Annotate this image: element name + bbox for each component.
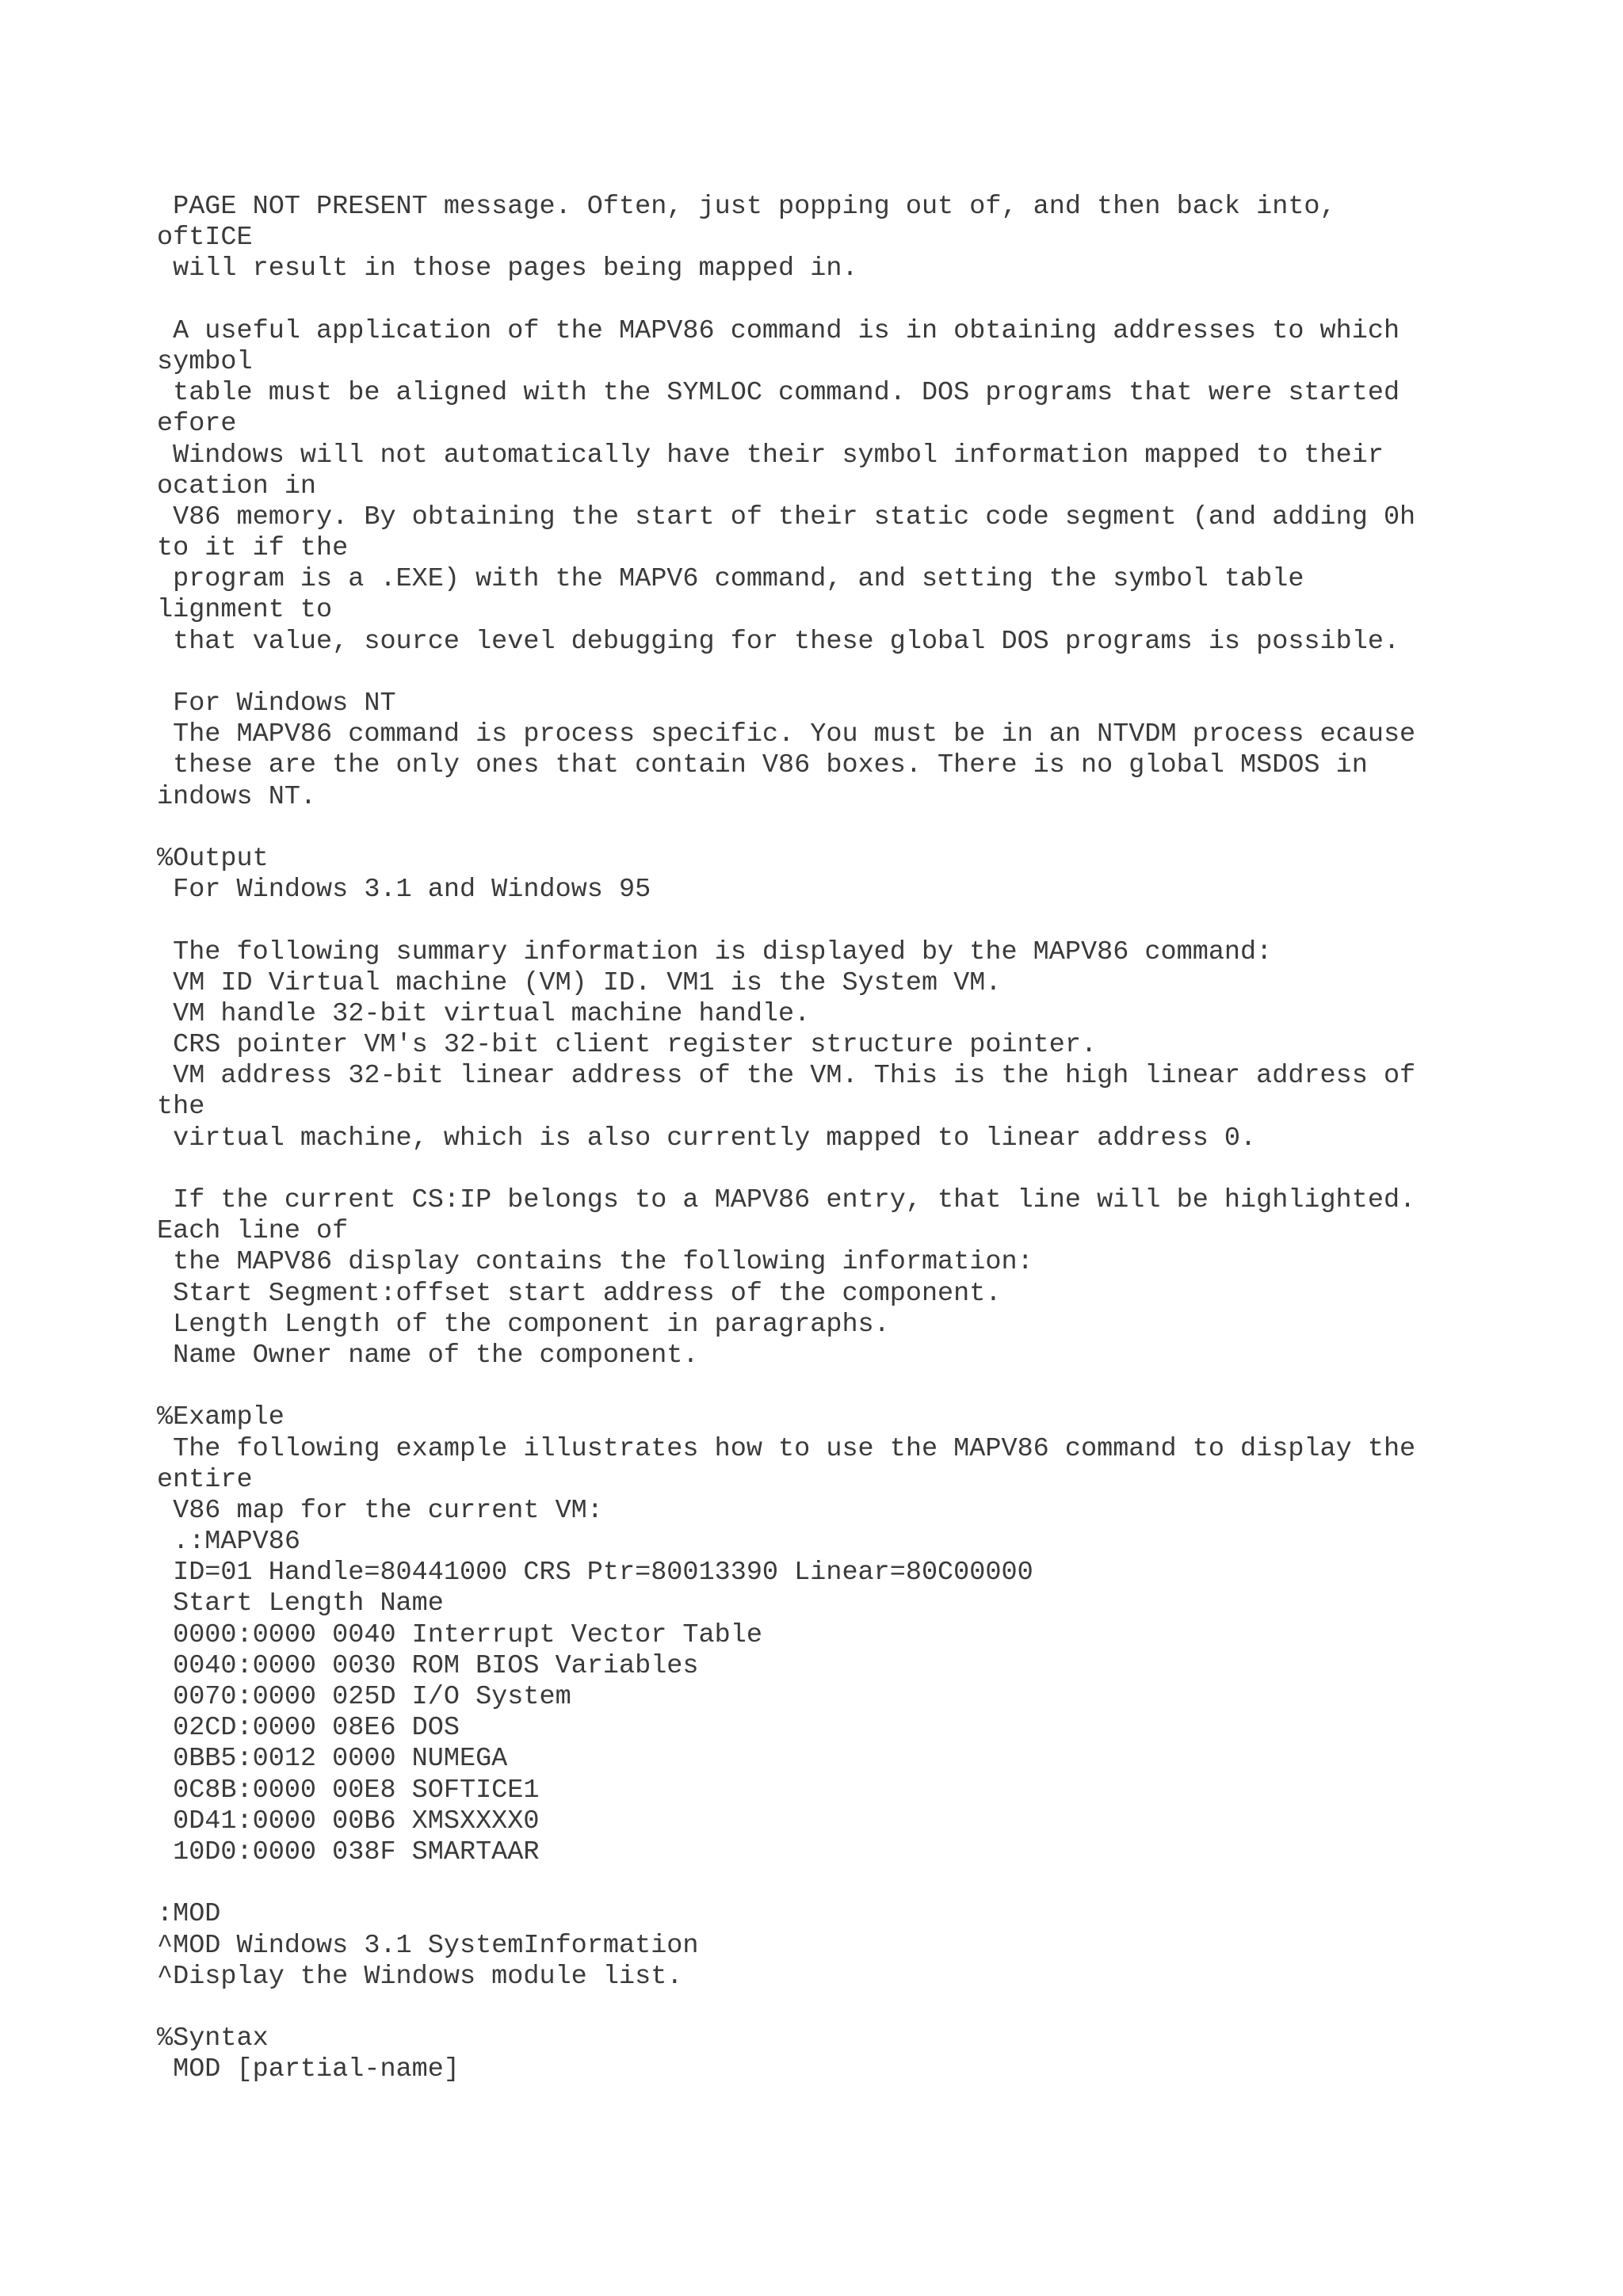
text-line: ocation in bbox=[157, 471, 317, 502]
text-line: that value, source level debugging for these global DOS programs is possible. bbox=[157, 626, 1400, 657]
text-line: efore bbox=[157, 409, 237, 440]
text-line: to it if the bbox=[157, 533, 349, 564]
text-line: 0D41:0000 00B6 XMSXXXX0 bbox=[157, 1806, 540, 1836]
text-line bbox=[157, 906, 1599, 936]
text-line: %Syntax bbox=[157, 2023, 269, 2054]
text-line bbox=[157, 1993, 1599, 2023]
text-line: entire bbox=[157, 1464, 253, 1495]
text-line: ID=01 Handle=80441000 CRS Ptr=80013390 Linear=80C00000 bbox=[157, 1558, 1033, 1589]
text-line: The following summary information is displayed by the MAPV86 command: bbox=[157, 936, 1273, 967]
text-line: PAGE NOT PRESENT message. Often, just popping out of, and then back into, bbox=[157, 192, 1336, 222]
text-line: ^Display the Windows module list. bbox=[157, 1961, 683, 1992]
text-line: .:MAPV86 bbox=[157, 1527, 300, 1558]
text-line: ^MOD Windows 3.1 SystemInformation bbox=[157, 1930, 699, 1961]
text-line: virtual machine, which is also currently mapped to linear address 0. bbox=[157, 1123, 1257, 1154]
text-line: these are the only ones that contain V86 boxes. There is no global MSDOS in bbox=[157, 750, 1368, 781]
text-line: 0000:0000 0040 Interrupt Vector Table bbox=[157, 1619, 762, 1650]
text-line: lignment to bbox=[157, 595, 333, 626]
text-line: :MOD bbox=[157, 1899, 221, 1930]
document-text bbox=[157, 192, 1599, 2085]
text-line: MOD [partial-name] bbox=[157, 2054, 460, 2085]
text-line: VM handle 32-bit virtual machine handle. bbox=[157, 998, 811, 1029]
text-line: oftICE bbox=[157, 223, 253, 254]
text-line bbox=[157, 1371, 1599, 1402]
text-line: The MAPV86 command is process specific. You must be in an NTVDM process ecause bbox=[157, 719, 1416, 750]
text-line: VM ID Virtual machine (VM) ID. VM1 is the System VM. bbox=[157, 967, 1002, 998]
text-line: 0040:0000 0030 ROM BIOS Variables bbox=[157, 1650, 699, 1681]
text-line: Each line of bbox=[157, 1216, 349, 1247]
text-line: V86 map for the current VM: bbox=[157, 1495, 603, 1526]
text-line: %Example bbox=[157, 1402, 285, 1433]
text-line: CRS pointer VM's 32-bit client register structure pointer. bbox=[157, 1030, 1098, 1061]
text-line: The following example illustrates how to use the MAPV86 command to display the bbox=[157, 1433, 1416, 1464]
text-line: VM address 32-bit linear address of the VM. This is the high linear address of bbox=[157, 1061, 1416, 1092]
text-line: table must be aligned with the SYMLOC command. DOS programs that were started bbox=[157, 378, 1400, 409]
text-line: 0BB5:0012 0000 NUMEGA bbox=[157, 1744, 508, 1775]
text-line bbox=[157, 1868, 1599, 1899]
text-line: program is a .EXE) with the MAPV6 command, and setting the symbol table bbox=[157, 564, 1304, 595]
text-line: Length Length of the component in paragraphs. bbox=[157, 1309, 890, 1340]
text-line: 0C8B:0000 00E8 SOFTICE1 bbox=[157, 1775, 540, 1806]
text-line: %Output bbox=[157, 843, 269, 874]
text-line: symbol bbox=[157, 346, 253, 377]
text-line: Start Length Name bbox=[157, 1589, 444, 1619]
text-line: Windows will not automatically have their symbol information mapped to their bbox=[157, 440, 1384, 471]
text-line: 10D0:0000 038F SMARTAAR bbox=[157, 1836, 540, 1867]
text-line: Name Owner name of the component. bbox=[157, 1340, 699, 1371]
text-line: If the current CS:IP belongs to a MAPV86 entry, that line will be highlighted. bbox=[157, 1185, 1416, 1215]
text-line: Start Segment:offset start address of the component. bbox=[157, 1278, 1002, 1309]
text-line: V86 memory. By obtaining the start of their static code segment (and adding 0h bbox=[157, 502, 1416, 532]
text-line bbox=[157, 813, 1599, 844]
text-line: indows NT. bbox=[157, 781, 317, 812]
text-line bbox=[157, 1154, 1599, 1185]
text-line: A useful application of the MAPV86 command is in obtaining addresses to which bbox=[157, 315, 1400, 346]
text-line: 02CD:0000 08E6 DOS bbox=[157, 1713, 460, 1744]
text-line: 0070:0000 025D I/O System bbox=[157, 1682, 571, 1712]
text-line: the bbox=[157, 1092, 205, 1123]
text-line: will result in those pages being mapped in. bbox=[157, 254, 858, 284]
text-line: For Windows NT bbox=[157, 688, 396, 719]
text-line bbox=[157, 285, 1599, 316]
text-line: For Windows 3.1 and Windows 95 bbox=[157, 875, 651, 906]
text-line bbox=[157, 658, 1599, 688]
text-line: the MAPV86 display contains the following information: bbox=[157, 1247, 1033, 1278]
